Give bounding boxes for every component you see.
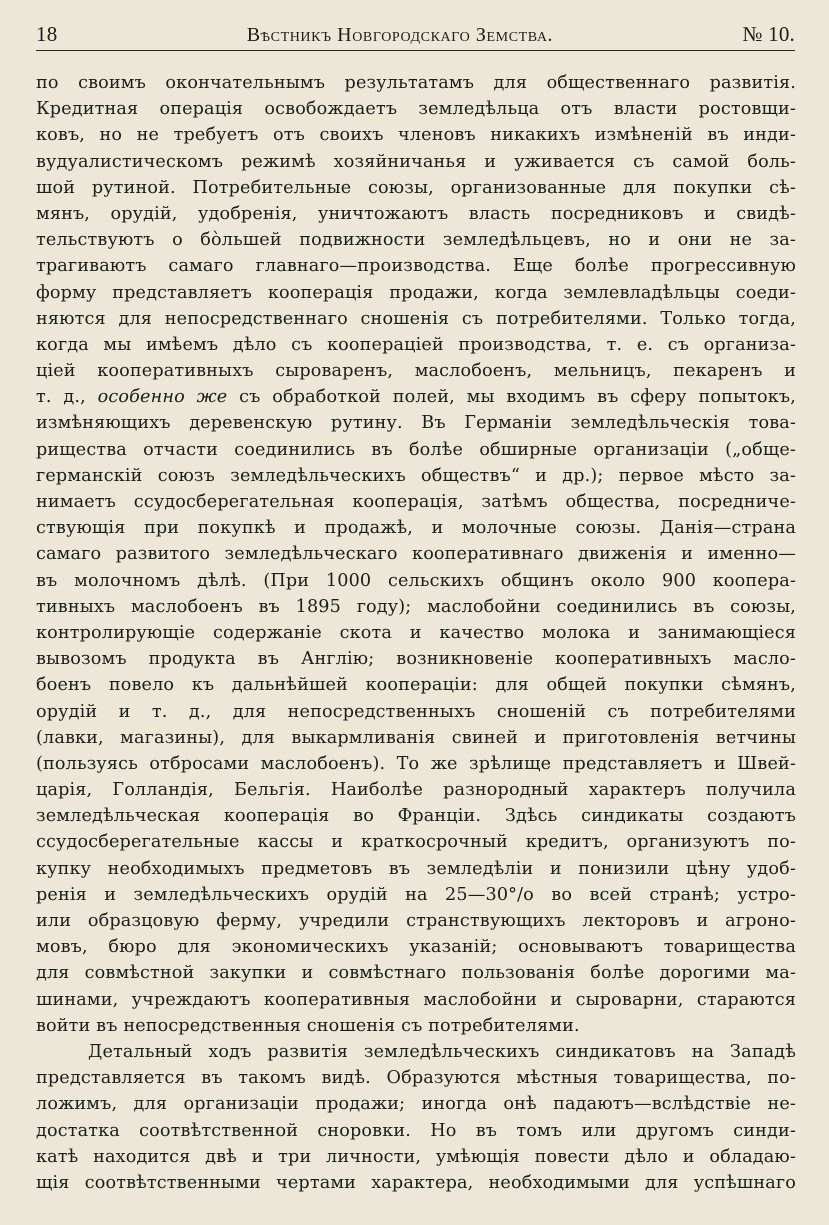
text-line: цiей кооперативныхъ сыроваренъ, маслобоенъ, мельницъ, пекаренъ и (36, 361, 796, 382)
text-line: войти въ непосредственныя сношенія съ потребителями. (36, 1015, 580, 1036)
text-line: щія соотвѣтственными чертами характера, необходимыми для успѣшнаго (36, 1172, 796, 1193)
text-line: катѣ находится двѣ и три личности, умѣющія повести дѣло и обладаю- (36, 1146, 796, 1167)
text-line: представляется въ такомъ видѣ. Образуются мѣстныя товарищества, по- (36, 1068, 796, 1089)
header-rule (36, 50, 795, 51)
text-line: ствующія при покупкѣ и продажѣ, и молочные союзы. Данія—страна (36, 518, 796, 539)
text-line: въ молочномъ дѣлѣ. (При 1000 сельскихъ общинъ около 900 коопера- (36, 570, 796, 591)
text-line: для совмѣстной закупки и совмѣстнаго пользованія болѣе дорогими ма- (36, 963, 796, 984)
text-line: измѣняющихъ деревенскую рутину. Въ Германіи земледѣльческія това- (36, 413, 796, 434)
text-line: нимаетъ ссудосберегательная кооперація, затѣмъ общества, посредниче- (36, 492, 796, 512)
text-line: германскій союзъ земледѣльческихъ обществъ“ и др.); первое мѣсто за- (36, 465, 796, 486)
text-line: мовъ, бюро для экономическихъ указаній; основываютъ товарищества (36, 937, 796, 958)
text-line: ковъ, но не требуетъ отъ своихъ членовъ никакихъ измѣненій въ инди- (36, 125, 796, 146)
text-line: трагиваютъ самаго главнаго—производства. Еще болѣе прогрессивную (36, 256, 796, 277)
body-text (36, 70, 796, 1196)
text-line: т. д., особенно же съ обработкой полей, мы входимъ въ сферу попытокъ, (36, 387, 796, 408)
text-line: тельствуютъ о бо̀льшей подвижности земледѣльцевъ, но и они не за- (36, 230, 796, 251)
text-line: рищества отчасти соединились въ болѣе обширные организаціи („обще- (36, 439, 796, 460)
text-line: купку необходимыхъ предметовъ въ земледѣліи и понизили цѣну удоб- (36, 858, 796, 879)
page-number: 18 (36, 22, 58, 46)
text-line: (пользуясь отбросами маслобоенъ). То же зрѣлище представляетъ и Швей- (36, 753, 796, 774)
text-line: когда мы имѣемъ дѣло съ кооперацiей производства, т. е. съ организа- (36, 334, 796, 355)
text-line: тивныхъ маслобоенъ въ 1895 году); маслобойни соединились въ союзы, (36, 596, 796, 617)
text-line: царія, Голландія, Бельгія. Наиболѣе разнородный характеръ получила (36, 780, 796, 801)
text-line: земледѣльческая кооперація во Франціи. Здѣсь синдикаты создаютъ (36, 806, 796, 827)
text-line: шинами, учреждаютъ кооперативныя маслобойни и сыроварни, стараются (36, 989, 796, 1010)
text-line: ложимъ, для организаціи продажи; иногда онѣ падаютъ—вслѣдствіе не- (36, 1094, 796, 1115)
text-line: по своимъ окончательнымъ результатамъ для общественнаго развитія. (36, 73, 796, 93)
issue-number: № 10. (742, 22, 795, 46)
text-line: самаго развитого земледѣльческаго кооперативнаго движенія и именно— (36, 544, 796, 565)
text-line: вудуалистическомъ режимѣ хозяйничанья и уживается съ самой боль- (36, 151, 796, 172)
text-line: мянъ, орудій, удобренія, уничтожаютъ власть посредниковъ и свидѣ- (36, 203, 796, 224)
text-line: ренія и земледѣльческихъ орудій на 25—30°/о во всей странѣ; устро- (36, 884, 796, 905)
text-line: ссудосберегательные кассы и краткосрочный кредитъ, организуютъ по- (36, 832, 796, 853)
text-line: (лавки, магазины), для выкармливанія свиней и приготовленія ветчины (36, 727, 796, 748)
text-line: боенъ повело къ дальнѣйшей кооперацiи: для общей покупки сѣмянъ, (36, 675, 796, 696)
text-line: форму представляетъ кооперація продажи, когда землевладѣльцы соеди- (36, 282, 796, 303)
text-line: орудій и т. д., для непосредственныхъ сношеній съ потребителями (36, 701, 796, 722)
text-line: шой рутиной. Потребительные союзы, организованные для покупки сѣ- (36, 177, 796, 198)
text-line: няются для непосредственнаго сношенія съ потребителями. Только тогда, (36, 308, 796, 329)
text-line: или образцовую ферму, учредили странствующихъ лекторовъ и агроно- (36, 911, 796, 931)
text-line: вывозомъ продукта въ Англію; возникновеніе кооперативныхъ масло- (36, 649, 796, 670)
text-line: Детальный ходъ развитія земледѣльческихъ синдикатовъ на Западѣ (88, 1041, 796, 1062)
journal-title: Вѣстникъ Новгородскаго Земства. (246, 24, 554, 46)
text-line: контролирующіе содержаніе скота и качество молока и занимающіеся (36, 622, 796, 643)
running-header (36, 22, 795, 50)
text-line: достатка соотвѣтственной сноровки. Но въ томъ или другомъ синди- (36, 1120, 796, 1141)
text-line: Кредитная операція освобождаетъ земледѣльца отъ власти ростовщи- (36, 99, 796, 120)
